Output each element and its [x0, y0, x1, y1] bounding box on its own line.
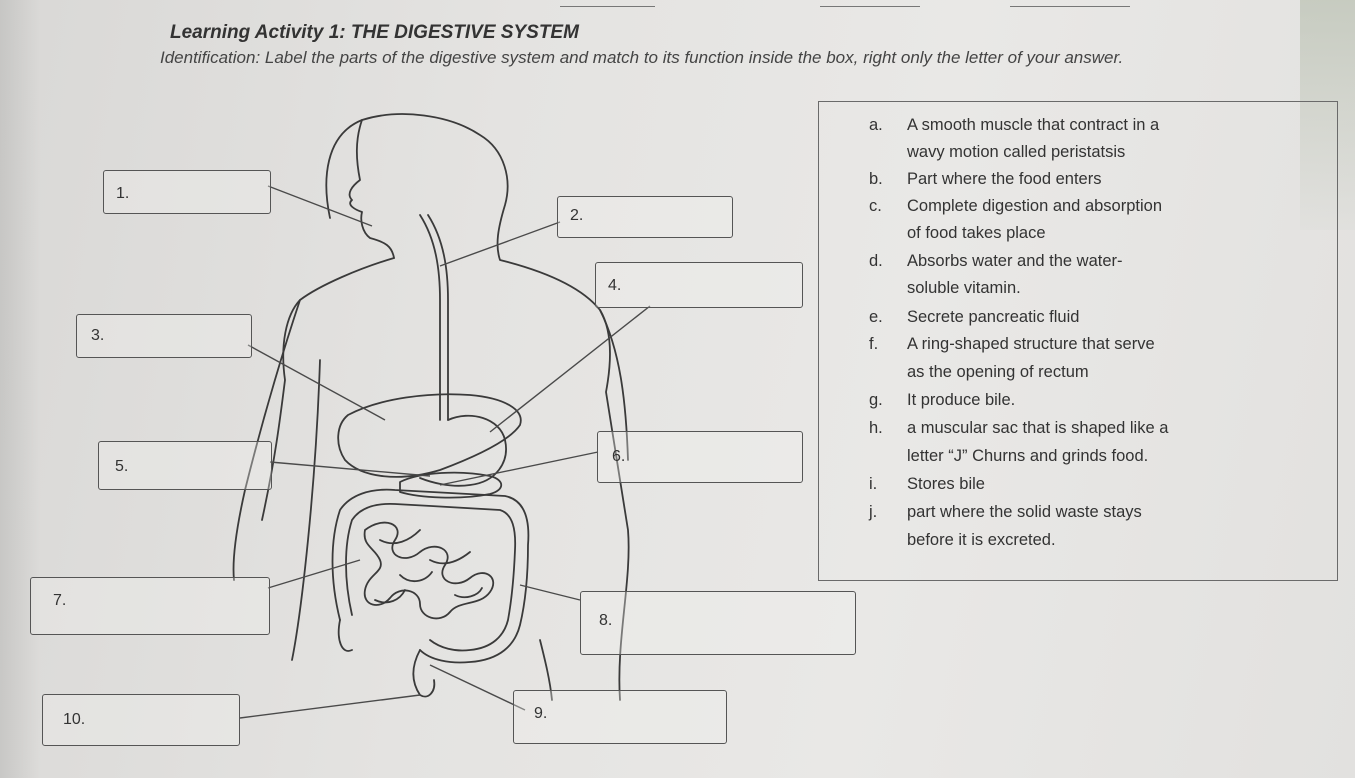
answer-box-7[interactable]	[30, 577, 270, 635]
answer-box-1[interactable]	[103, 170, 271, 214]
leader-line-1	[268, 186, 372, 226]
function-letter: c.	[869, 197, 882, 215]
leader-line-8	[520, 585, 580, 600]
function-text: Part where the food enters	[907, 170, 1102, 188]
function-letter: g.	[869, 391, 883, 409]
function-text: part where the solid waste stays	[907, 503, 1142, 521]
answer-box-6[interactable]	[597, 431, 803, 483]
esophagus	[420, 215, 440, 420]
function-letter: i.	[869, 475, 878, 493]
function-letter: j.	[869, 503, 878, 521]
small-intestine	[365, 523, 494, 619]
leader-line-10	[240, 695, 420, 718]
function-text: A smooth muscle that contract in a	[907, 116, 1160, 134]
liver	[338, 394, 521, 477]
function-text: of food takes place	[907, 224, 1046, 242]
leader-line-6	[440, 452, 598, 485]
function-letter: b.	[869, 170, 883, 188]
answer-number: 4.	[608, 277, 622, 294]
function-text: Stores bile	[907, 475, 985, 493]
function-letter: d.	[869, 252, 883, 270]
instructions: Identification: Label the parts of the digestive system and match to its function inside the box, right only the letter of your answer.	[160, 48, 1124, 67]
function-text: as the opening of rectum	[907, 363, 1089, 381]
activity-title: Learning Activity 1: THE DIGESTIVE SYSTEM	[170, 22, 579, 43]
answer-number: 2.	[570, 207, 584, 224]
answer-box-5[interactable]	[98, 441, 272, 490]
answer-number: 6.	[612, 448, 626, 465]
answer-number: 7.	[53, 592, 67, 609]
stomach	[420, 416, 506, 486]
face-outline	[350, 120, 394, 258]
function-letter: e.	[869, 308, 883, 326]
leader-line-9	[430, 665, 525, 710]
function-text: before it is excreted.	[907, 531, 1056, 549]
function-text: It produce bile.	[907, 391, 1016, 409]
answer-box-10[interactable]	[42, 694, 240, 746]
small-intestine	[375, 530, 482, 602]
function-text: a muscular sac that is shaped like a	[907, 419, 1169, 437]
function-letter: a.	[869, 116, 883, 134]
appendix	[339, 620, 352, 651]
function-text: Complete digestion and absorption	[907, 197, 1163, 215]
answer-number: 1.	[116, 185, 130, 202]
function-text: soluble vitamin.	[907, 279, 1021, 297]
esophagus	[428, 215, 448, 420]
answer-box-9[interactable]	[513, 690, 727, 744]
answer-box-4[interactable]	[595, 262, 803, 308]
function-text: Secrete pancreatic fluid	[907, 308, 1080, 326]
leader-line-3	[248, 345, 385, 420]
function-text: A ring-shaped structure that serve	[907, 335, 1155, 353]
function-letter: h.	[869, 419, 883, 437]
answer-number: 10.	[63, 711, 86, 728]
answer-box-3[interactable]	[76, 314, 252, 358]
answer-number: 5.	[115, 458, 129, 475]
answer-number: 3.	[91, 327, 105, 344]
function-text: wavy motion called peristatsis	[907, 143, 1126, 161]
answer-number: 8.	[599, 612, 613, 629]
answer-number: 9.	[534, 705, 548, 722]
answer-box-2[interactable]	[557, 196, 733, 238]
arm-outline	[292, 360, 320, 660]
function-text: letter “J” Churns and grinds food.	[907, 447, 1149, 465]
answer-box-8[interactable]	[580, 591, 856, 655]
function-text: Absorbs water and the water-	[907, 252, 1123, 270]
function-box	[818, 101, 1338, 581]
function-letter: f.	[869, 335, 879, 353]
